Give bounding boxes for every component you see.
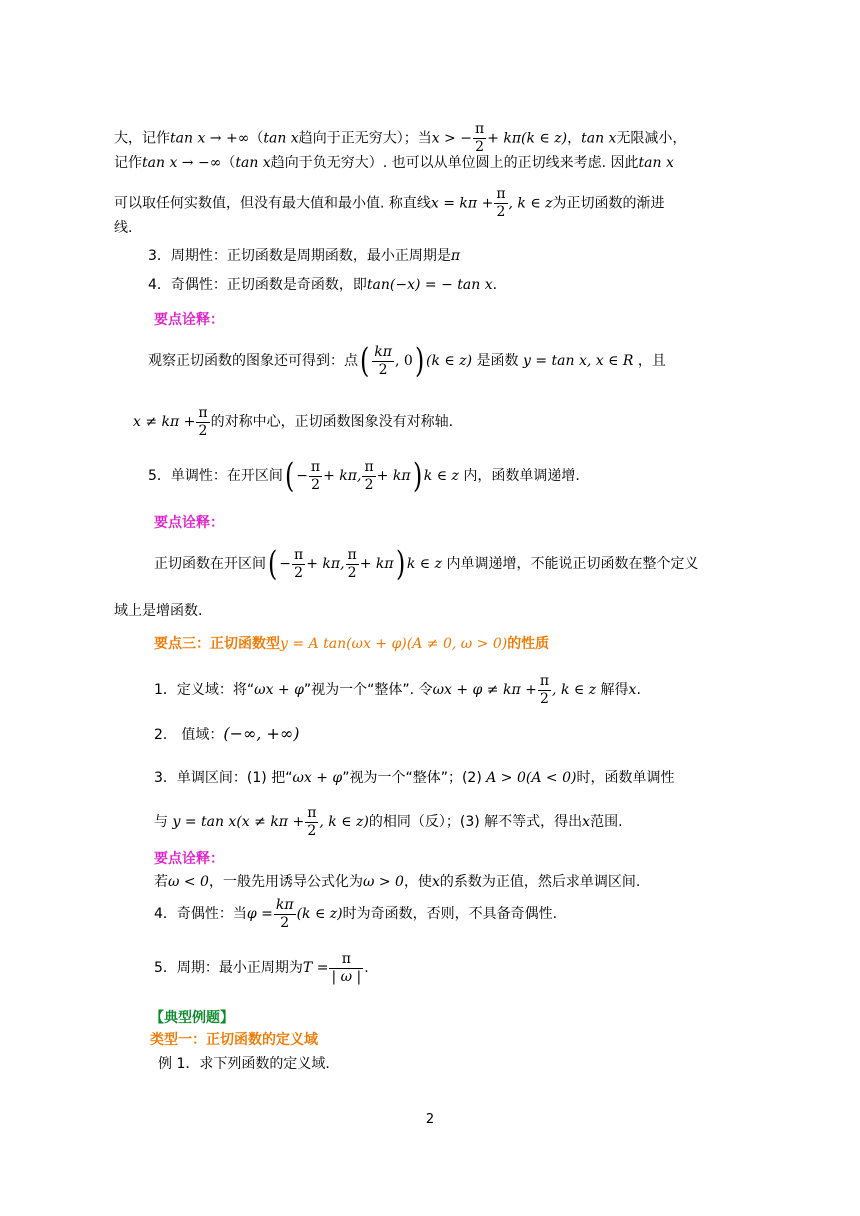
page-number: 2 bbox=[425, 1112, 435, 1127]
interval-line-2: 与 y = tan x(x ≠ kπ + $\frac{\pi}{2}$ , k ∈ z)的相同（反）；(3) 解不等式，得出x范围. bbox=[154, 804, 623, 839]
monotonicity-line: 5．单调性：在开区间( − $\frac{\pi}{2}$ + kπ, $\frac{\pi}{2}$ + kπ) k ∈ z 内，函数单调递增. bbox=[148, 456, 580, 496]
fraction: $\frac{\pi}{2}$ bbox=[364, 458, 374, 493]
note-heading-1: 要点诠释： bbox=[154, 312, 224, 328]
domain-line: 1．定义域：将“ωx + φ”视为一个“整体”. 令ωx + φ ≠ kπ + $\frac{\pi}{2}$ , k ∈ z 解得x. bbox=[154, 672, 641, 707]
monotonic-note-line: 正切函数在开区间( − $\frac{\pi}{2}$ + kπ, $\frac{\pi}{2}$ + kπ) k ∈ z 内单调递增，不能说正切函数在整个定义 bbox=[154, 544, 699, 584]
note-heading-2: 要点诠释： bbox=[154, 515, 224, 531]
note-heading-4: 要点诠释： bbox=[154, 851, 224, 867]
fraction: $\frac{\pi}{2}$ bbox=[347, 546, 357, 581]
fraction: $\frac{\pi}{| \omega |}$ bbox=[331, 950, 362, 985]
text-line-11: 域上是增函数. bbox=[114, 603, 203, 619]
fraction: $\frac{\pi}{2}$ bbox=[474, 121, 485, 155]
symmetry-line-2: x ≠ kπ + $\frac{\pi}{2}$ 的对称中心，正切函数图象没有对称轴. bbox=[133, 404, 454, 439]
symmetry-line: 观察正切函数的图象还可得到：点( $\frac{k\pi}{2}$ , 0) (k ∈ z) 是函数 y = tan x, x ∈ R ，且 bbox=[148, 341, 666, 381]
section-heading-3: 要点三：正切函数型y = A tan(ωx + φ)(A ≠ 0, ω > 0)的性质 bbox=[154, 636, 550, 652]
fraction: $\frac{\pi}{2}$ bbox=[496, 186, 506, 220]
period-line: 5．周期：最小正周期为T = $\frac{\pi}{| \omega |}$ . bbox=[154, 950, 369, 985]
range-line: 2． 值域：(−∞, +∞) bbox=[154, 724, 300, 743]
fraction: $\frac{\pi}{2}$ bbox=[294, 546, 304, 581]
text-line-3: 可以取任何实数值，但没有最大值和最小值. 称直线x = kπ + $\frac{\pi}{2}$ , k ∈ z为正切函数的渐进 bbox=[114, 186, 665, 220]
fraction: $\frac{\pi}{2}$ bbox=[539, 672, 550, 707]
example-line: 例 1．求下列函数的定义域. bbox=[158, 1056, 330, 1072]
fraction: $\frac{\pi}{2}$ bbox=[307, 804, 317, 839]
section-heading-type1: 类型一：正切函数的定义域 bbox=[150, 1032, 318, 1048]
fraction: $\frac{k\pi}{2}$ bbox=[275, 896, 294, 931]
fraction: $\frac{k\pi}{2}$ bbox=[374, 343, 392, 378]
text-line-2: 记作tan x → −∞（tan x趋向于负无穷大）. 也可以从单位圆上的正切线来考虑. 因此tan x bbox=[114, 155, 674, 171]
interval-line: 3．单调区间：(1) 把“ωx + φ”视为一个“整体”；(2) A > 0(A < 0)时，函数单调性 bbox=[154, 770, 675, 786]
fraction: $\frac{\pi}{2}$ bbox=[310, 458, 321, 493]
parity-line: 4．奇偶性：正切函数是奇函数，即tan(−x) = − tan x. bbox=[148, 277, 498, 293]
section-heading-examples: 【典型例题】 bbox=[150, 1010, 234, 1026]
omega-note-line: 若ω < 0，一般先用诱导公式化为ω > 0，使x的系数为正值，然后求单调区间. bbox=[154, 874, 641, 890]
fraction: $\frac{\pi}{2}$ bbox=[198, 404, 208, 439]
periodicity-line: 3．周期性：正切函数是周期函数，最小正周期是π bbox=[148, 248, 461, 264]
text-line-1: 大，记作tan x → +∞（tan x趋向于正无穷大）；当x > − $\frac{\pi}{2}$ + kπ(k ∈ z)，tan x无限减小， bbox=[114, 121, 687, 155]
parity-line-2: 4．奇偶性：当φ = $\frac{k\pi}{2}$ (k ∈ z)时为奇函数，否则，不具备奇偶性. bbox=[154, 896, 558, 931]
text-line-4: 线. bbox=[114, 220, 133, 236]
